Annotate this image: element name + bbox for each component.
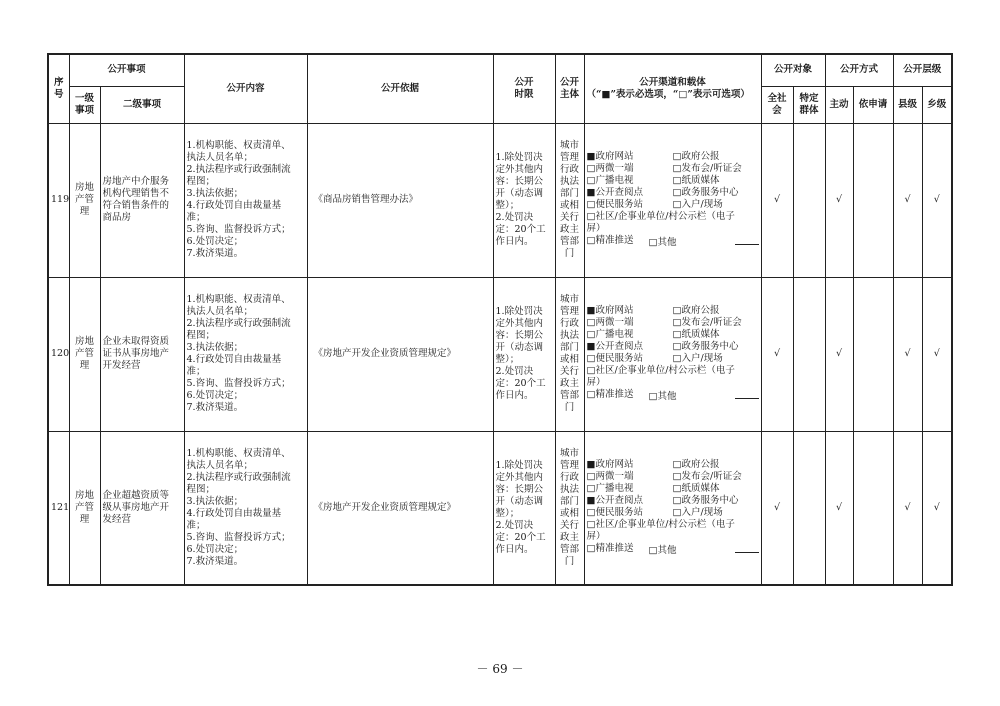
row-level1: 房地 产管 理 (69, 123, 100, 277)
row-subject: 城市 管理 行政 执法 部门 或相 关行 政主 管部 门 (555, 277, 584, 431)
header-target-all: 全社会 (761, 86, 793, 123)
row-subject: 城市 管理 行政 执法 部门 或相 关行 政主 管部 门 (555, 123, 584, 277)
row-channels: ■政府网站 □政府公报 □两微一端 □发布会/听证会 □广播电视 □纸质媒体 ■公开查阅点 □政务服务中心 □便民服务站 □入户/现场 □社区/企事业单位/村公示栏（电子 屏） □精准推送 □其他 (584, 277, 761, 431)
check-method-active: √ (825, 431, 853, 585)
cell-target-specific (793, 277, 825, 431)
row-channels: ■政府网站 □政府公报 □两微一端 □发布会/听证会 □广播电视 □纸质媒体 ■公开查阅点 □政务服务中心 □便民服务站 □入户/现场 □社区/企事业单位/村公示栏（电子 屏） □精准推送 □其他 (584, 123, 761, 277)
check-level-town: √ (922, 431, 952, 585)
cell-target-specific (793, 123, 825, 277)
check-level-town: √ (922, 277, 952, 431)
row-seq: 119 (48, 123, 69, 277)
check-target-all: √ (761, 277, 793, 431)
row-level1: 房地 产管 理 (69, 431, 100, 585)
header-target-group: 公开对象 (761, 54, 825, 86)
header-item-group: 公开事项 (69, 54, 184, 86)
table-row (48, 431, 952, 585)
row-subject: 城市 管理 行政 执法 部门 或相 关行 政主 管部 门 (555, 431, 584, 585)
row-basis: 《房地产开发企业资质管理规定》 (307, 277, 493, 431)
row-channels: ■政府网站 □政府公报 □两微一端 □发布会/听证会 □广播电视 □纸质媒体 ■公开查阅点 □政务服务中心 □便民服务站 □入户/现场 □社区/企事业单位/村公示栏（电子 屏） □精准推送 □其他 (584, 431, 761, 585)
header-method-active: 主动 (825, 86, 853, 123)
row-level2: 企业未取得资质 证书从事房地产 开发经营 (100, 277, 184, 431)
row-level2: 房地产中介服务 机构代理销售不 符合销售条件的 商品房 (100, 123, 184, 277)
header-level-town: 乡级 (922, 86, 952, 123)
check-target-all: √ (761, 431, 793, 585)
check-level-town: √ (922, 123, 952, 277)
cell-target-specific (793, 431, 825, 585)
row-content: 1.机构职能、权责清单、 执法人员名单； 2.执法程序或行政强制流 程图； 3.执法依据； 4.行政处罚自由裁量基 准； 5.咨询、监督投诉方式； 6.处罚决定； 7.救济渠道。 (184, 277, 307, 431)
row-level2: 企业超越资质等 级从事房地产开 发经营 (100, 431, 184, 585)
row-time-limit: 1.除处罚决 定外其他内 容：长期公 开（动态调 整）； 2.处罚决 定：20个工 作日内。 (493, 123, 555, 277)
header-method-request: 依申请 (853, 86, 893, 123)
check-level-county: √ (893, 431, 922, 585)
header-seq: 序号 (48, 54, 69, 123)
row-seq: 121 (48, 431, 69, 585)
header-level2: 二级事项 (100, 86, 184, 123)
header-level1: 一级事项 (69, 86, 100, 123)
check-level-county: √ (893, 277, 922, 431)
row-content: 1.机构职能、权责清单、 执法人员名单； 2.执法程序或行政强制流 程图； 3.执法依据； 4.行政处罚自由裁量基 准； 5.咨询、监督投诉方式； 6.处罚决定； 7.救济渠道。 (184, 123, 307, 277)
row-basis: 《房地产开发企业资质管理规定》 (307, 431, 493, 585)
cell-method-request (853, 277, 893, 431)
cell-method-request (853, 123, 893, 277)
table-row (48, 277, 952, 431)
row-time-limit: 1.除处罚决 定外其他内 容：长期公 开（动态调 整）； 2.处罚决 定：20个工 作日内。 (493, 277, 555, 431)
check-target-all: √ (761, 123, 793, 277)
header-time-limit: 公开时限 (493, 54, 555, 123)
header-subject: 公开主体 (555, 54, 584, 123)
row-level1: 房地 产管 理 (69, 277, 100, 431)
table-row (48, 123, 952, 277)
cell-method-request (853, 431, 893, 585)
row-content: 1.机构职能、权责清单、 执法人员名单； 2.执法程序或行政强制流 程图； 3.执法依据； 4.行政处罚自由裁量基 准； 5.咨询、监督投诉方式； 6.处罚决定； 7.救济渠道。 (184, 431, 307, 585)
header-channel: 公开渠道和载体 （“■”表示必选项，“□”表示可选项） (584, 54, 761, 123)
row-time-limit: 1.除处罚决 定外其他内 容：长期公 开（动态调 整）； 2.处罚决 定：20个工 作日内。 (493, 431, 555, 585)
check-method-active: √ (825, 123, 853, 277)
header-level-county: 县级 (893, 86, 922, 123)
disclosure-table (47, 53, 953, 586)
row-seq: 120 (48, 277, 69, 431)
header-basis: 公开依据 (307, 54, 493, 123)
check-level-county: √ (893, 123, 922, 277)
row-basis: 《商品房销售管理办法》 (307, 123, 493, 277)
header-content: 公开内容 (184, 54, 307, 123)
header-target-specific: 特定群体 (793, 86, 825, 123)
page-number: － 69 － (476, 662, 524, 676)
check-method-active: √ (825, 277, 853, 431)
header-level-group: 公开层级 (893, 54, 952, 86)
header-method-group: 公开方式 (825, 54, 893, 86)
